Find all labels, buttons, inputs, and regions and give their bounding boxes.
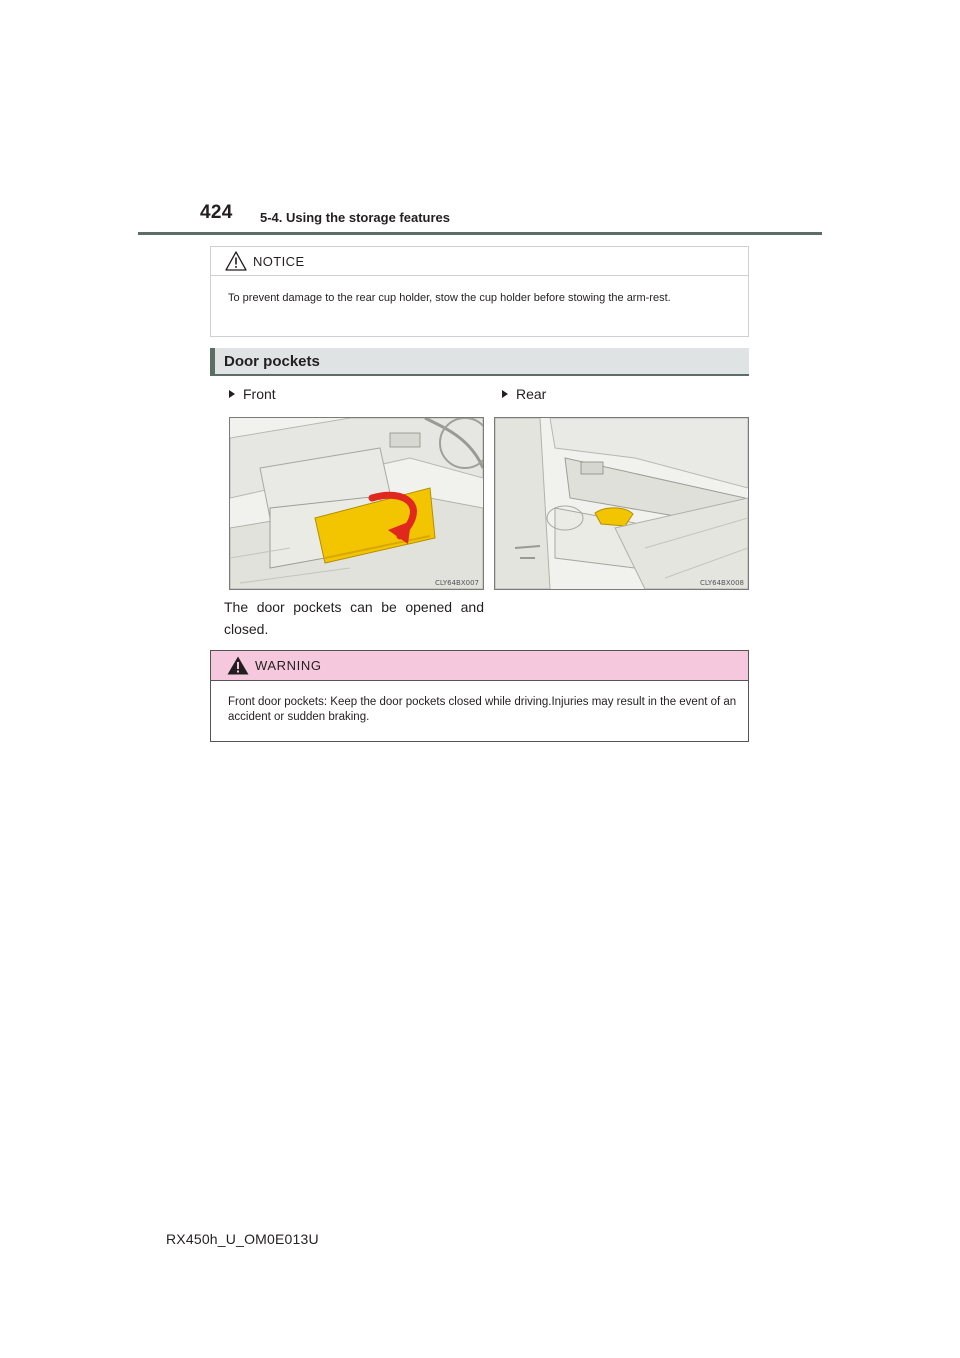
notice-box [210, 246, 749, 337]
rear-label: Rear [516, 386, 547, 402]
door-pockets-caption: The door pockets can be opened and closed. [224, 599, 484, 637]
front-image-code: CLY64BX007 [435, 579, 479, 587]
rear-bullet [502, 386, 546, 402]
notice-text: To prevent damage to the rear cup holder, stow the cup holder before stowing the arm-rest. [228, 292, 671, 304]
front-bullet [229, 386, 276, 402]
warning-header [211, 651, 748, 681]
triangle-bullet-icon [229, 390, 235, 398]
front-door-pocket-illustration [229, 417, 484, 590]
footer-model-code: RX450h_U_OM0E013U [166, 1231, 319, 1247]
page-number: 424 [200, 202, 233, 223]
rear-door-pocket-illustration [494, 417, 749, 590]
header-rule [138, 232, 822, 235]
section-title: 5-4. Using the storage features [260, 210, 450, 225]
warning-triangle-icon [227, 656, 249, 680]
warning-text: Front door pockets: Keep the door pockets closed while driving.Injuries may result in the event of an accident or sudden braking. [228, 696, 737, 723]
notice-header [211, 247, 748, 276]
door-pockets-title: Door pockets [224, 353, 320, 370]
front-label: Front [243, 386, 276, 402]
warning-title: WARNING [255, 658, 322, 673]
caution-triangle-icon [225, 251, 247, 276]
notice-title: NOTICE [253, 254, 305, 269]
door-pockets-heading [210, 348, 749, 376]
warning-box [210, 650, 749, 742]
heading-accent-bar [210, 348, 215, 374]
rear-image-code: CLY64BX008 [700, 579, 744, 587]
triangle-bullet-icon [502, 390, 508, 398]
